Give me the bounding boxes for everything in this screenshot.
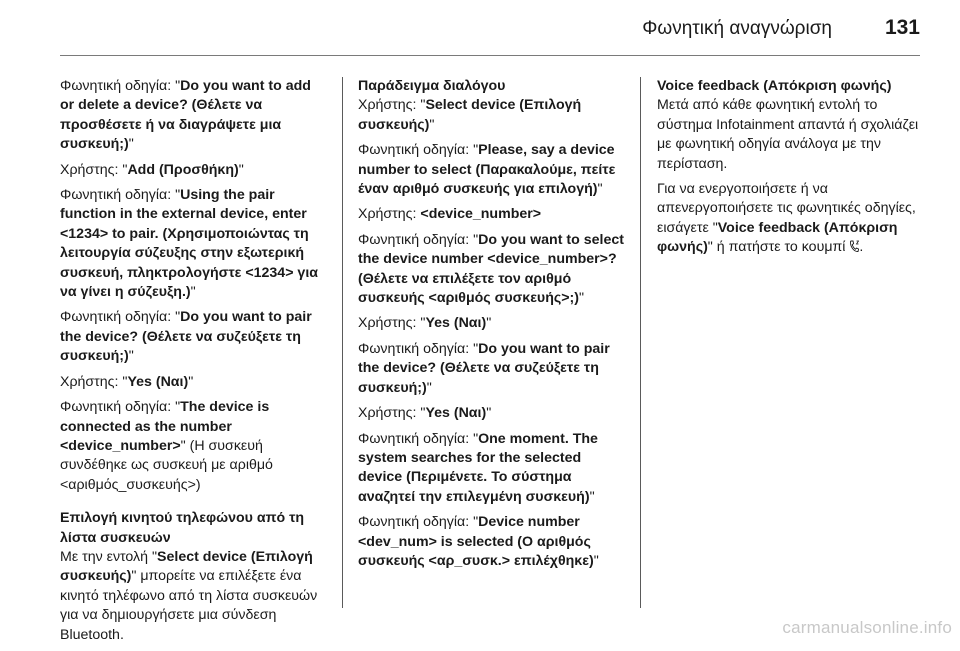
column-divider-2 (640, 77, 641, 608)
body-paragraph: Με την εντολή "Select device (Επιλογή συσκευής)" μπορείτε να επιλέξετε ένα κινητό τηλέφωνο από τη λίστα συσκευών για να δημιουργήσετε μια σύνδεση Bluetooth. (60, 548, 318, 643)
column-3 (657, 77, 925, 264)
dialog-line: Φωνητική οδηγία: "The device is connected as the number <device_number>" (Η συσκευή συνδέθηκε ως συσκευή με αριθμό <αριθμός_συσκευής>) (60, 399, 273, 493)
dialog-line: Φωνητική οδηγία: "Do you want to pair the device? (Θέλετε να συζεύξετε τη συσκευή;)" (358, 340, 610, 396)
column-divider-1 (342, 77, 343, 608)
phone-handset-icon (849, 240, 859, 253)
dialog-line: Φωνητική οδηγία: "Device number <dev_num> is selected (Ο αριθμός συσκευής <αρ_συσκ.> επιλέχθηκε)" (358, 514, 599, 569)
body-paragraph: Για να ενεργοποιήσετε ή να απενεργοποιήσετε τις φωνητικές οδηγίες, εισάγετε "Voice feedback (Απόκριση φωνής)" ή πατήστε το κουμπί . (657, 181, 916, 256)
dialog-line: Φωνητική οδηγία: "Using the pair function in the external device, enter <1234> to pair. (Χρησιμοποιώντας τη λειτουργία σύζευξης στην εξωτερική συσκευή, πληκτρολογήστε <1234> για να γίνει η σύζευξη.)" (60, 187, 318, 301)
column-2 (358, 77, 626, 577)
section-heading-select-phone: Επιλογή κινητού τηλεφώνου από τη λίστα συσκευών (60, 510, 305, 546)
dialog-line: Φωνητική οδηγία: "One moment. The system searches for the selected device (Περιμένετε. Το σύστημα αναζητεί την επιλεγμένη συσκευή)" (358, 430, 598, 505)
dialog-line: Χρήστης: "Yes (Ναι)" (358, 405, 492, 422)
page-title: Φωνητική αναγνώριση (642, 18, 832, 39)
page-number: 131 (884, 16, 920, 39)
column-1 (60, 77, 326, 651)
watermark: carmanualsonline.info (782, 618, 952, 637)
dialog-line: Φωνητική οδηγία: "Do you want to pair the device? (Θέλετε να συζεύξετε τη συσκευή;)" (60, 309, 312, 365)
header-divider (60, 55, 920, 56)
dialog-line: Χρήστης: "Yes (Ναι)" (60, 373, 194, 390)
dialog-line: Φωνητική οδηγία: "Do you want to select the device number <device_number>? (Θέλετε να επιλέξετε τον αριθμό συσκευής <αριθμός συσκευής>;)" (358, 231, 624, 307)
dialog-line: Χρήστης: <device_number> (358, 206, 542, 223)
section-heading-dialog-example: Παράδειγμα διαλόγου (358, 78, 506, 94)
dialog-line: Φωνητική οδηγία: "Please, say a device number to select (Παρακαλούμε, πείτε έναν αριθμό συσκευής για επιλογή)" (358, 142, 616, 198)
dialog-line: Χρήστης: "Add (Προσθήκη)" (60, 161, 244, 178)
dialog-line: Φωνητική οδηγία: "Do you want to add or delete a device? (Θέλετε να προσθέσετε ή να διαγράψετε μια συσκευή;)" (60, 78, 311, 153)
body-paragraph: Μετά από κάθε φωνητική εντολή το σύστημα Infotainment απαντά ή σχολιάζει με φωνητική οδηγία ανάλογα με την περίσταση. (657, 97, 919, 172)
section-heading-voice-feedback: Voice feedback (Απόκριση φωνής) (657, 78, 892, 94)
dialog-line: Χρήστης: "Yes (Ναι)" (358, 315, 492, 332)
dialog-line: Χρήστης: "Select device (Επιλογή συσκευής)" (358, 97, 582, 133)
page-header (0, 0, 960, 56)
